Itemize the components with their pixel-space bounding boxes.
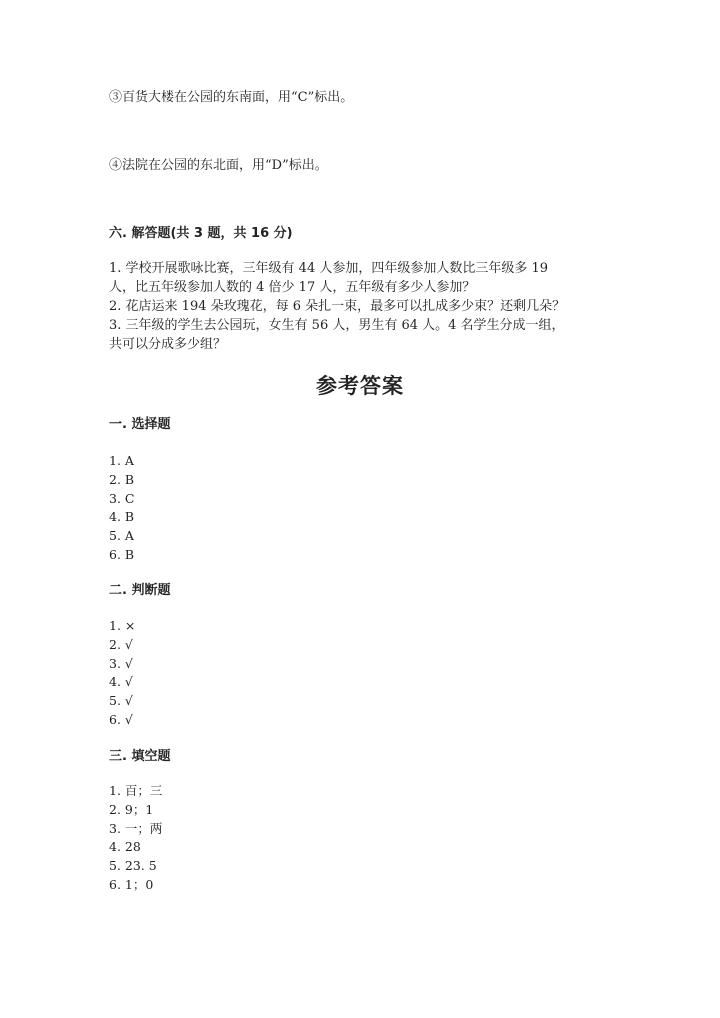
choice-answer-list <box>109 452 134 565</box>
problem-3-line-2: 共可以分成多少组？ <box>109 337 227 352</box>
list-item: 5. √ <box>109 693 133 709</box>
list-item: 2. √ <box>109 636 133 652</box>
list-item: 6. √ <box>109 711 133 727</box>
list-item: 2. 9；1 <box>109 801 154 817</box>
list-item: 5. A <box>109 528 134 544</box>
list-item: 4. B <box>109 509 135 525</box>
list-item: 1. A <box>109 453 134 468</box>
section-6-heading: 六. 解答题(共 3 题，共 16 分) <box>109 226 293 241</box>
judge-answer-list <box>109 617 135 730</box>
list-item: 3. C <box>109 490 135 506</box>
problem-3-line-1: 3. 三年级的学生去公园玩，女生有 56 人，男生有 64 人。4 名学生分成一组， <box>109 318 565 333</box>
question-item-3: ③百货大楼在公园的东南面，用“C”标出。 <box>109 90 354 105</box>
list-item: 5. 23. 5 <box>109 858 157 874</box>
choice-heading: 一. 选择题 <box>109 417 171 432</box>
fill-heading: 三. 填空题 <box>109 749 171 764</box>
problem-1-line-1: 1. 学校开展歌咏比赛，三年级有 44 人参加，四年级参加人数比三年级多 19 <box>109 261 549 276</box>
problem-2: 2. 花店运来 194 朵玫瑰花，每 6 朵扎一束，最多可以扎成多少束？还剩几朵？ <box>109 299 566 314</box>
list-item: 3. √ <box>109 655 133 671</box>
list-item: 1. 百；三 <box>109 783 163 798</box>
judge-heading: 二. 判断题 <box>109 583 171 598</box>
list-item: 4. √ <box>109 674 133 690</box>
list-item: 6. B <box>109 546 135 562</box>
list-item: 1. × <box>109 618 136 633</box>
problem-1-line-2: 人，比五年级参加人数的 4 倍少 17 人，五年级有多少人参加？ <box>109 280 476 295</box>
list-item: 3. 一；两 <box>109 820 163 836</box>
list-item: 4. 28 <box>109 839 141 855</box>
list-item: 2. B <box>109 471 135 487</box>
list-item: 6. 1；0 <box>109 876 154 892</box>
fill-answer-list <box>109 782 162 895</box>
answers-title: 参考答案 <box>316 374 404 398</box>
question-item-4: ④法院在公园的东北面，用“D”标出。 <box>109 158 328 173</box>
